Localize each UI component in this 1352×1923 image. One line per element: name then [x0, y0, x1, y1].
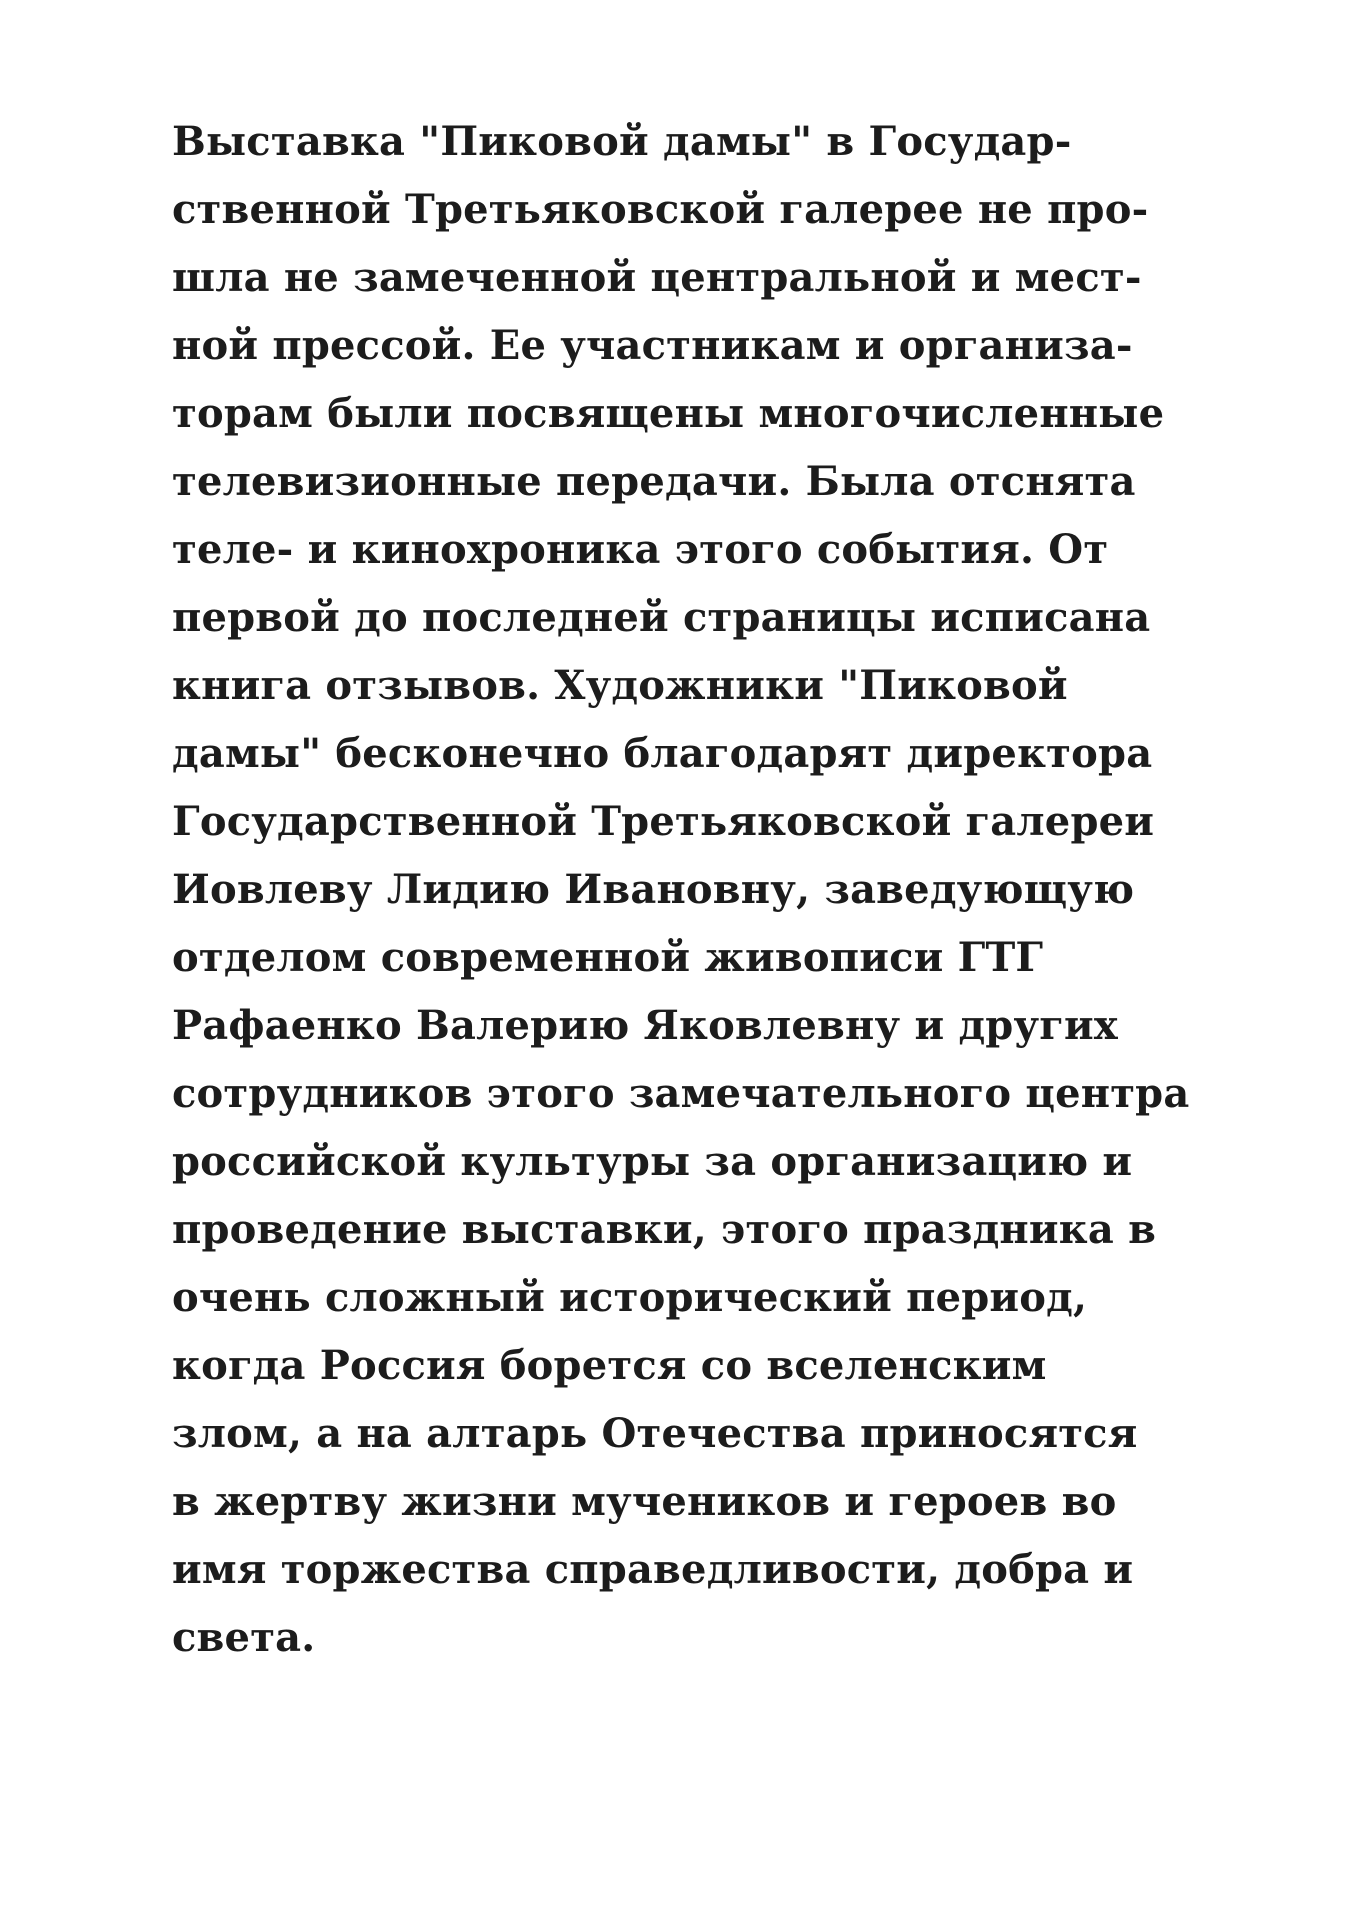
text-line: имя торжества справедливости, добра и [172, 1546, 1134, 1593]
text-line: книга отзывов. Художники "Пиковой [172, 662, 1068, 709]
text-line: шла не замеченной центральной и мест- [172, 254, 1142, 301]
text-line: очень сложный исторический период, [172, 1274, 1088, 1321]
text-line: телевизионные передачи. Была отснята [172, 458, 1136, 505]
text-line: дамы" бесконечно благодарят директора [172, 730, 1153, 777]
text-line: Рафаенко Валерию Яковлевну и других [172, 1002, 1118, 1049]
text-line: сотрудников этого замечательного центра [172, 1070, 1190, 1117]
text-line: отделом современной живописи ГТГ [172, 934, 1044, 981]
text-line: ственной Третьяковской галерее не про- [172, 186, 1149, 233]
text-line: злом, а на алтарь Отечества приносятся [172, 1410, 1138, 1457]
text-line: проведение выставки, этого праздника в [172, 1206, 1157, 1253]
text-line: света. [172, 1614, 316, 1661]
text-line: в жертву жизни мучеников и героев во [172, 1478, 1117, 1525]
body-paragraph [172, 108, 1190, 1672]
text-line: ной прессой. Ее участникам и организа- [172, 322, 1133, 369]
text-line: когда Россия борется со вселенским [172, 1342, 1047, 1389]
text-line: торам были посвящены многочисленные [172, 390, 1165, 437]
text-line: Государственной Третьяковской галереи [172, 798, 1155, 845]
text-line: теле- и кинохроника этого события. От [172, 526, 1109, 573]
text-line: Иовлеву Лидию Ивановну, заведующую [172, 866, 1135, 913]
text-line: Выставка "Пиковой дамы" в Государ- [172, 118, 1072, 165]
text-line: российской культуры за организацию и [172, 1138, 1133, 1185]
text-line: первой до последней страницы исписана [172, 594, 1151, 641]
